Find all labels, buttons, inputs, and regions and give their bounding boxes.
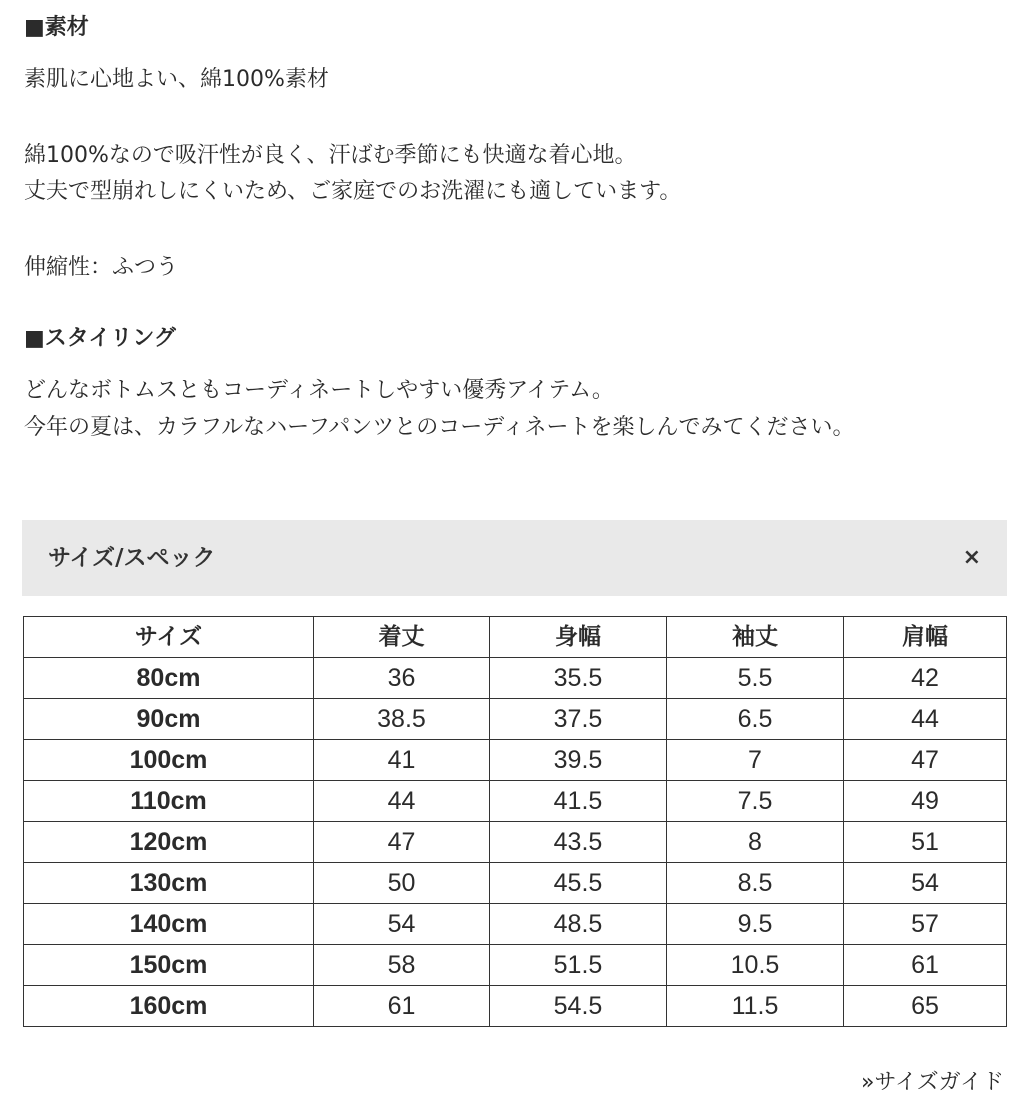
- table-cell: 150cm: [24, 945, 314, 986]
- table-cell: 100cm: [24, 740, 314, 781]
- table-row: [24, 699, 1007, 740]
- column-header-body-width: 身幅: [490, 617, 667, 658]
- table-cell: 8.5: [667, 863, 844, 904]
- table-row: [24, 740, 1007, 781]
- table-row: [24, 863, 1007, 904]
- table-cell: 38.5: [314, 699, 490, 740]
- table-cell: 130cm: [24, 863, 314, 904]
- stretch-info: 伸縮性：ふつう: [24, 255, 179, 280]
- table-cell: 80cm: [24, 658, 314, 699]
- size-spec-title: サイズ/スペック: [48, 545, 216, 571]
- table-cell: 65: [844, 986, 1007, 1027]
- material-heading: ■素材: [24, 15, 89, 40]
- styling-heading: ■スタイリング: [24, 326, 176, 351]
- table-cell: 61: [314, 986, 490, 1027]
- table-cell: 47: [844, 740, 1007, 781]
- table-cell: 5.5: [667, 658, 844, 699]
- table-cell: 35.5: [490, 658, 667, 699]
- table-row: [24, 904, 1007, 945]
- table-cell: 37.5: [490, 699, 667, 740]
- table-cell: 8: [667, 822, 844, 863]
- table-cell: 41.5: [490, 781, 667, 822]
- styling-line-1: どんなボトムスともコーディネートしやすい優秀アイテム。: [24, 378, 614, 403]
- table-cell: 36: [314, 658, 490, 699]
- table-cell: 160cm: [24, 986, 314, 1027]
- size-guide-link[interactable]: »サイズガイド: [860, 1070, 1004, 1095]
- table-cell: 51.5: [490, 945, 667, 986]
- table-cell: 140cm: [24, 904, 314, 945]
- table-cell: 43.5: [490, 822, 667, 863]
- table-cell: 49: [844, 781, 1007, 822]
- table-cell: 47: [314, 822, 490, 863]
- table-cell: 11.5: [667, 986, 844, 1027]
- table-cell: 54: [314, 904, 490, 945]
- table-cell: 42: [844, 658, 1007, 699]
- table-cell: 54.5: [490, 986, 667, 1027]
- table-cell: 48.5: [490, 904, 667, 945]
- table-row: [24, 658, 1007, 699]
- size-spec-table: [23, 616, 1007, 1027]
- table-cell: 39.5: [490, 740, 667, 781]
- styling-line-2: 今年の夏は、カラフルなハーフパンツとのコーディネートを楽しんでみてください。: [24, 415, 855, 440]
- column-header-length: 着丈: [314, 617, 490, 658]
- table-row: [24, 781, 1007, 822]
- table-row: [24, 822, 1007, 863]
- table-cell: 110cm: [24, 781, 314, 822]
- table-cell: 6.5: [667, 699, 844, 740]
- table-cell: 7.5: [667, 781, 844, 822]
- table-row: [24, 945, 1007, 986]
- material-description: 素肌に心地よい、綿100%素材: [24, 67, 329, 92]
- material-detail-line-1: 綿100%なので吸汗性が良く、汗ばむ季節にも快適な着心地。: [24, 143, 637, 168]
- table-cell: 10.5: [667, 945, 844, 986]
- column-header-sleeve-length: 袖丈: [667, 617, 844, 658]
- table-cell: 58: [314, 945, 490, 986]
- table-cell: 61: [844, 945, 1007, 986]
- table-cell: 7: [667, 740, 844, 781]
- table-cell: 41: [314, 740, 490, 781]
- table-cell: 57: [844, 904, 1007, 945]
- table-cell: 44: [314, 781, 490, 822]
- table-cell: 44: [844, 699, 1007, 740]
- column-header-shoulder-width: 肩幅: [844, 617, 1007, 658]
- table-header-row: [24, 617, 1007, 658]
- table-cell: 51: [844, 822, 1007, 863]
- column-header-size: サイズ: [24, 617, 314, 658]
- table-cell: 9.5: [667, 904, 844, 945]
- table-cell: 90cm: [24, 699, 314, 740]
- table-cell: 54: [844, 863, 1007, 904]
- size-spec-accordion-header[interactable]: [22, 520, 1007, 596]
- close-icon[interactable]: ×: [962, 545, 981, 570]
- table-cell: 120cm: [24, 822, 314, 863]
- table-row: [24, 986, 1007, 1027]
- table-cell: 45.5: [490, 863, 667, 904]
- material-detail-line-2: 丈夫で型崩れしにくいため、ご家庭でのお洗濯にも適しています。: [24, 179, 682, 204]
- table-cell: 50: [314, 863, 490, 904]
